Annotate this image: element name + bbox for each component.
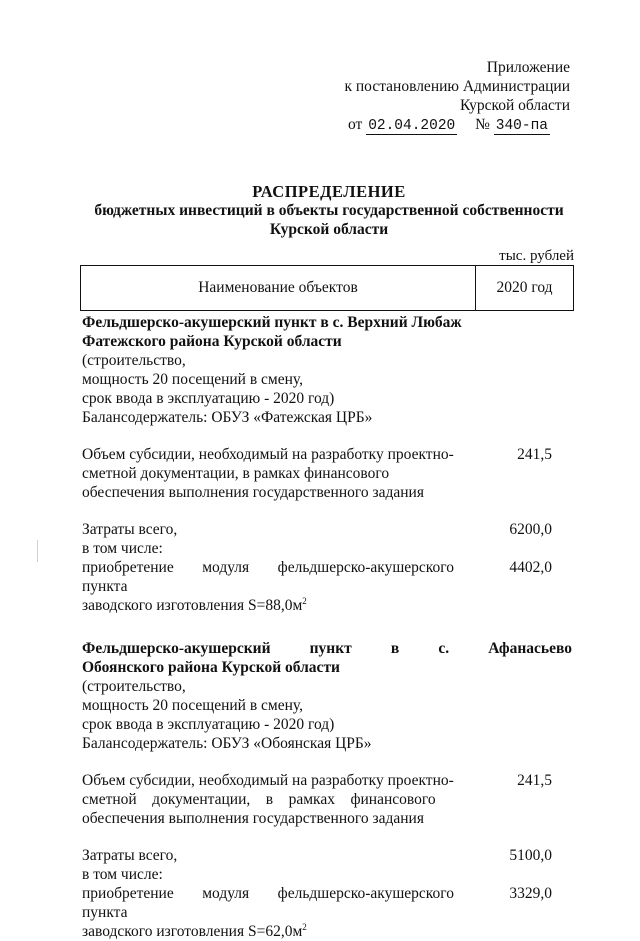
costs-value: 5100,0: [509, 847, 552, 864]
subsidy-value: 241,5: [517, 772, 552, 789]
module-area: заводского изготовления S=88,0м: [82, 597, 303, 614]
detail-line: срок ввода в эксплуатацию - 2020 год): [82, 716, 335, 733]
module-line: приобретение модуля фельдшерско-акушерского пункта: [82, 885, 454, 921]
detail-line: мощность 20 посещений в смену,: [82, 697, 303, 714]
object-entry: [82, 313, 572, 615]
superscript: 2: [302, 595, 307, 606]
object-details: [82, 351, 572, 427]
subsidy-value: 241,5: [517, 446, 552, 463]
balance-holder: Балансодержатель: ОБУЗ «Обоянская ЦРБ»: [82, 735, 372, 752]
module-area: заводского изготовления S=62,0м: [82, 923, 303, 940]
module-text: [82, 558, 454, 615]
module-line: [82, 596, 454, 615]
detail-line: (строительство,: [82, 678, 186, 695]
subsidy-text: [82, 445, 454, 502]
from-label: от: [348, 116, 363, 133]
object-title: [82, 639, 572, 677]
subsidy-row: [82, 445, 572, 502]
object-title-line: Обоянского района Курской области: [82, 659, 340, 676]
column-header-year: 2020 год: [496, 279, 553, 296]
object-title: [82, 313, 572, 351]
subsidy-line: Объем субсидии, необходимый на разработку проектно-: [82, 772, 454, 789]
subsidy-row: [82, 771, 572, 828]
superscript: 2: [302, 921, 307, 932]
number-label: №: [475, 116, 490, 133]
subsidy-text: [82, 771, 454, 828]
table-header: [80, 265, 574, 311]
module-line: приобретение модуля фельдшерско-акушерского пункта: [82, 559, 454, 595]
subsidy-line: сметной документации, в рамках финансового: [82, 791, 436, 808]
objects-list: [82, 310, 572, 941]
costs-value: 6200,0: [509, 521, 552, 538]
resolution-number: 340-па: [495, 118, 548, 134]
detail-line: срок ввода в эксплуатацию - 2020 год): [82, 390, 335, 407]
subsidy-line: Объем субсидии, необходимый на разработку проектно-: [82, 446, 454, 463]
resolution-date: 02.04.2020: [368, 118, 456, 134]
costs-row: [82, 846, 572, 865]
scan-mark: [37, 540, 38, 562]
module-text: [82, 884, 454, 941]
document-subtitle-1: бюджетных инвестиций в объекты государственной собственности: [94, 202, 564, 219]
appendix-block: [320, 58, 570, 136]
subsidy-line: обеспечения выполнения государственного задания: [82, 810, 424, 827]
costs-label: Затраты всего,: [82, 847, 178, 864]
column-header-name: Наименование объектов: [81, 266, 476, 310]
object-entry: [82, 639, 572, 941]
subsidy-line: сметной документации, в рамках финансового: [82, 465, 390, 482]
detail-line: (строительство,: [82, 352, 186, 369]
appendix-region: Курской области: [459, 97, 570, 114]
module-value: 4402,0: [509, 559, 552, 576]
appendix-label: Приложение: [486, 59, 570, 76]
document-title: РАСПРЕДЕЛЕНИЕ: [252, 182, 406, 201]
document-subtitle-2: Курской области: [269, 221, 389, 238]
detail-line: мощность 20 посещений в смену,: [82, 371, 303, 388]
costs-row: [82, 520, 572, 539]
document-heading: [80, 182, 578, 239]
module-value: 3329,0: [509, 885, 552, 902]
object-title-line: Фельдшерско-акушерский пункт в с. Верхний Любаж: [82, 314, 462, 331]
module-line: [82, 922, 454, 941]
including-label: в том числе:: [82, 866, 163, 883]
balance-holder: Балансодержатель: ОБУЗ «Фатежская ЦРБ»: [82, 409, 373, 426]
object-title-line: Фельдшерско-акушерский пункт в с. Афанасьево: [82, 640, 572, 657]
object-details: [82, 677, 572, 753]
including-label: в том числе:: [82, 540, 163, 557]
costs-label: Затраты всего,: [82, 521, 178, 538]
appendix-date-number: [320, 115, 570, 136]
module-row: [82, 884, 572, 941]
subsidy-line: обеспечения выполнения государственного задания: [82, 484, 424, 501]
units-label: тыс. рублей: [499, 248, 574, 264]
appendix-resolution: к постановлению Администрации: [344, 78, 570, 95]
object-title-line: Фатежского района Курской области: [82, 333, 342, 350]
module-row: [82, 558, 572, 615]
